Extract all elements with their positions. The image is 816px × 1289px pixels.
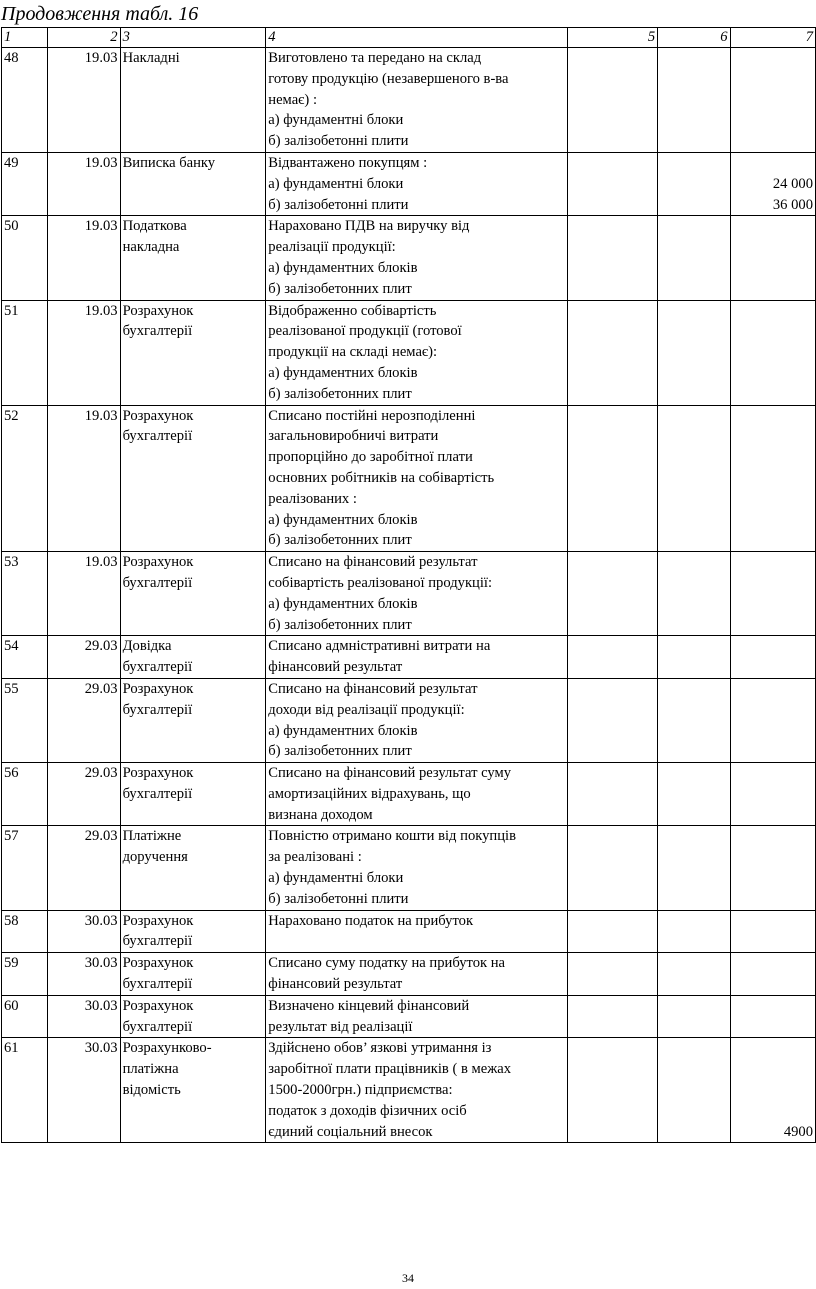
- document-line: бухгалтерії: [122, 1018, 193, 1035]
- credit-account-cell: [658, 152, 730, 215]
- table-row: [2, 48, 816, 153]
- operation-line: б) залізобетонних плит: [268, 532, 412, 549]
- operation-line: Списано на фінансовий результат: [268, 680, 478, 697]
- operation-line: а) фундаментних блоків: [268, 511, 418, 528]
- document-line: Розрахунок: [122, 407, 194, 424]
- entry-date-cell: 19.03: [48, 300, 120, 405]
- operation-line: Відвантажено покупцям :: [268, 154, 428, 171]
- operation-line: Відображенно собівартість: [268, 302, 437, 319]
- credit-account-cell: [658, 48, 730, 153]
- document-line: Розрахунок: [122, 554, 194, 571]
- entry-number-cell: 59: [2, 953, 48, 996]
- document-line: платіжна: [122, 1061, 179, 1078]
- operation-line: б) залізобетонних плит: [268, 385, 412, 402]
- operation-line: реалізованої продукції (готової: [268, 323, 462, 340]
- table-row: [2, 953, 816, 996]
- operation-line: Списано адмністративні витрати на: [268, 638, 491, 655]
- operation-content-cell: [266, 1038, 567, 1143]
- table-row: [2, 152, 816, 215]
- table-row: [2, 763, 816, 826]
- operation-line: фінансовий результат: [268, 976, 403, 993]
- debit-account-cell: [567, 953, 657, 996]
- credit-account-cell: [658, 405, 730, 552]
- debit-account-cell: [567, 1038, 657, 1143]
- amount-line: [733, 1080, 813, 1101]
- operation-line: податок з доходів фізичних осіб: [268, 1102, 467, 1119]
- amount-cell: [730, 405, 815, 552]
- document-cell: [120, 763, 266, 826]
- document-cell: [120, 1038, 266, 1143]
- entry-number-cell: 57: [2, 826, 48, 910]
- table-row: [2, 1038, 816, 1143]
- operation-content-cell: [266, 826, 567, 910]
- debit-account-cell: [567, 48, 657, 153]
- operation-line: результат від реалізації: [268, 1018, 413, 1035]
- credit-account-cell: [658, 300, 730, 405]
- document-line: Розрахунок: [122, 680, 194, 697]
- debit-account-cell: [567, 763, 657, 826]
- document-line: бухгалтерії: [122, 574, 193, 591]
- document-line: Податкова: [122, 218, 187, 235]
- operation-line: основних робітників на собівартість: [268, 469, 495, 486]
- operation-line: б) залізобетонних плит: [268, 280, 412, 297]
- amount-cell: [730, 552, 815, 636]
- debit-account-cell: [567, 826, 657, 910]
- header-col-7: 7: [730, 28, 815, 48]
- document-line: доручення: [122, 849, 188, 866]
- document-cell: [120, 910, 266, 953]
- operation-content-cell: [266, 995, 567, 1038]
- operation-line: собівартість реалізованої продукції:: [268, 574, 493, 591]
- debit-account-cell: [567, 636, 657, 679]
- operation-content-cell: [266, 763, 567, 826]
- document-line: Виписка банку: [122, 154, 216, 171]
- debit-account-cell: [567, 405, 657, 552]
- operation-line: а) фундаментних блоків: [268, 595, 418, 612]
- operation-line: доходи від реалізації продукції:: [268, 701, 465, 718]
- debit-account-cell: [567, 552, 657, 636]
- operation-line: Визначено кінцевий фінансовий: [268, 997, 470, 1014]
- entry-date-cell: 19.03: [48, 48, 120, 153]
- amount-cell: [730, 152, 815, 215]
- document-line: Накладні: [122, 50, 180, 66]
- credit-account-cell: [658, 678, 730, 762]
- document-line: Розрахунок: [122, 765, 194, 782]
- credit-account-cell: [658, 552, 730, 636]
- operation-content-cell: [266, 636, 567, 679]
- credit-account-cell: [658, 995, 730, 1038]
- document-line: Платіжне: [122, 828, 182, 845]
- operation-line: Здійснено обов’ язкові утримання із: [268, 1040, 492, 1057]
- amount-cell: [730, 826, 815, 910]
- document-line: накладна: [122, 239, 180, 256]
- document-line: бухгалтерії: [122, 659, 193, 676]
- debit-account-cell: [567, 216, 657, 300]
- operation-line: за реалізовані :: [268, 849, 362, 866]
- document-cell: [120, 216, 266, 300]
- entry-number-cell: 53: [2, 552, 48, 636]
- operation-content-cell: [266, 405, 567, 552]
- table-row: [2, 552, 816, 636]
- document-line: бухгалтерії: [122, 976, 193, 993]
- operation-line: Списано на фінансовий результат: [268, 554, 478, 571]
- document-cell: [120, 678, 266, 762]
- table-row: [2, 995, 816, 1038]
- operation-line: реалізованих :: [268, 490, 357, 507]
- header-col-1: 1: [2, 28, 48, 48]
- credit-account-cell: [658, 763, 730, 826]
- document-cell: [120, 48, 266, 153]
- amount-cell: [730, 216, 815, 300]
- amount-line: 24 000: [772, 175, 813, 192]
- amount-line: [733, 1059, 813, 1080]
- operation-content-cell: [266, 910, 567, 953]
- table-header: [2, 28, 816, 48]
- operation-line: б) залізобетонні плити: [268, 196, 409, 213]
- amount-line: [733, 153, 813, 174]
- operation-line: б) залізобетонні плити: [268, 890, 409, 907]
- debit-account-cell: [567, 678, 657, 762]
- table-row: [2, 910, 816, 953]
- table-row: [2, 826, 816, 910]
- document-cell: [120, 300, 266, 405]
- credit-account-cell: [658, 216, 730, 300]
- debit-account-cell: [567, 152, 657, 215]
- table-row: [2, 300, 816, 405]
- entry-date-cell: 30.03: [48, 910, 120, 953]
- document-cell: [120, 552, 266, 636]
- operation-line: готову продукцію (незавершеного в-ва: [268, 70, 509, 87]
- operation-content-cell: [266, 216, 567, 300]
- operation-line: а) фундаментні блоки: [268, 870, 404, 887]
- table-row: [2, 405, 816, 552]
- header-col-6: 6: [658, 28, 730, 48]
- debit-account-cell: [567, 300, 657, 405]
- operation-line: єдиний соціальний внесок: [268, 1123, 433, 1140]
- header-col-3: 3: [120, 28, 266, 48]
- operation-content-cell: [266, 678, 567, 762]
- header-col-5: 5: [567, 28, 657, 48]
- entry-number-cell: 56: [2, 763, 48, 826]
- operation-line: Повністю отримано кошти від покупців: [268, 828, 516, 845]
- operation-line: б) залізобетонні плити: [268, 133, 409, 150]
- operation-line: немає) :: [268, 91, 317, 108]
- table-row: [2, 636, 816, 679]
- document-cell: [120, 826, 266, 910]
- entry-number-cell: 60: [2, 995, 48, 1038]
- operation-line: реалізації продукції:: [268, 239, 396, 256]
- table-body: [2, 48, 816, 1143]
- document-cell: [120, 953, 266, 996]
- entry-date-cell: 29.03: [48, 826, 120, 910]
- document-cell: [120, 636, 266, 679]
- document-line: Розрахунок: [122, 912, 194, 929]
- entry-date-cell: 29.03: [48, 763, 120, 826]
- amount-cell: [730, 300, 815, 405]
- document-line: Розрахунок: [122, 302, 194, 319]
- operation-content-cell: [266, 48, 567, 153]
- document-line: Довідка: [122, 638, 172, 655]
- operation-line: Нараховано податок на прибуток: [268, 912, 474, 929]
- debit-account-cell: [567, 910, 657, 953]
- amount-cell: [730, 48, 815, 153]
- journal-table: [1, 27, 816, 1143]
- amount-line: [733, 1101, 813, 1122]
- page-number: 34: [402, 1271, 414, 1285]
- operation-line: амортизаційних відрахувань, що: [268, 785, 471, 802]
- amount-line: 4900: [783, 1123, 813, 1140]
- amount-cell: [730, 763, 815, 826]
- amount-cell: [730, 636, 815, 679]
- document-line: відомість: [122, 1082, 181, 1099]
- operation-content-cell: [266, 152, 567, 215]
- credit-account-cell: [658, 636, 730, 679]
- amount-cell: [730, 910, 815, 953]
- document-line: Розрахунково-: [122, 1040, 212, 1057]
- table-row: [2, 216, 816, 300]
- operation-line: 1500-2000грн.) підприємства:: [268, 1082, 453, 1099]
- entry-date-cell: 19.03: [48, 405, 120, 552]
- entry-date-cell: 19.03: [48, 552, 120, 636]
- operation-line: визнана доходом: [268, 806, 373, 823]
- entry-number-cell: 52: [2, 405, 48, 552]
- entry-date-cell: 30.03: [48, 995, 120, 1038]
- operation-line: Списано суму податку на прибуток на: [268, 955, 506, 972]
- operation-line: а) фундаментних блоків: [268, 259, 418, 276]
- operation-line: а) фундаментні блоки: [268, 112, 404, 129]
- entry-date-cell: 30.03: [48, 953, 120, 996]
- operation-line: пропорційно до заробітної плати: [268, 449, 473, 466]
- credit-account-cell: [658, 826, 730, 910]
- entry-date-cell: 29.03: [48, 636, 120, 679]
- document-line: бухгалтерії: [122, 785, 193, 802]
- header-col-4: 4: [266, 28, 567, 48]
- operation-line: продукції на складі немає):: [268, 344, 438, 361]
- amount-cell: [730, 953, 815, 996]
- document-line: бухгалтерії: [122, 323, 193, 340]
- amount-cell: [730, 1038, 815, 1143]
- credit-account-cell: [658, 1038, 730, 1143]
- entry-number-cell: 61: [2, 1038, 48, 1143]
- operation-line: а) фундаментні блоки: [268, 175, 404, 192]
- document-cell: [120, 405, 266, 552]
- operation-line: Списано на фінансовий результат суму: [268, 765, 512, 782]
- document-line: Розрахунок: [122, 997, 194, 1014]
- operation-line: а) фундаментних блоків: [268, 364, 418, 381]
- entry-number-cell: 58: [2, 910, 48, 953]
- amount-cell: [730, 678, 815, 762]
- table-caption: Продовження табл. 16: [1, 3, 199, 25]
- document-line: бухгалтерії: [122, 933, 193, 950]
- debit-account-cell: [567, 995, 657, 1038]
- document-cell: [120, 152, 266, 215]
- operation-line: заробітної плати працівників ( в межах: [268, 1061, 512, 1078]
- entry-number-cell: 48: [2, 48, 48, 153]
- entry-number-cell: 54: [2, 636, 48, 679]
- entry-number-cell: 49: [2, 152, 48, 215]
- header-col-2: 2: [48, 28, 120, 48]
- amount-cell: [730, 995, 815, 1038]
- entry-number-cell: 55: [2, 678, 48, 762]
- document-line: бухгалтерії: [122, 428, 193, 445]
- entry-date-cell: 30.03: [48, 1038, 120, 1143]
- operation-line: Списано постійні нерозподіленні: [268, 407, 476, 424]
- entry-date-cell: 29.03: [48, 678, 120, 762]
- entry-date-cell: 19.03: [48, 216, 120, 300]
- operation-content-cell: [266, 552, 567, 636]
- operation-content-cell: [266, 953, 567, 996]
- table-row: [2, 678, 816, 762]
- operation-line: Нараховано ПДВ на виручку від: [268, 218, 470, 235]
- credit-account-cell: [658, 910, 730, 953]
- document-cell: [120, 995, 266, 1038]
- document-line: Розрахунок: [122, 955, 194, 972]
- header-row: [2, 28, 816, 48]
- operation-line: б) залізобетонних плит: [268, 616, 412, 633]
- amount-line: [733, 1038, 813, 1059]
- operation-line: а) фундаментних блоків: [268, 722, 418, 739]
- entry-number-cell: 50: [2, 216, 48, 300]
- document-line: бухгалтерії: [122, 701, 193, 718]
- operation-line: загальновиробничі витрати: [268, 428, 439, 445]
- operation-line: б) залізобетонних плит: [268, 743, 412, 760]
- entry-number-cell: 51: [2, 300, 48, 405]
- operation-content-cell: [266, 300, 567, 405]
- operation-line: Виготовлено та передано на склад: [268, 50, 482, 66]
- amount-line: 36 000: [772, 196, 813, 213]
- credit-account-cell: [658, 953, 730, 996]
- entry-date-cell: 19.03: [48, 152, 120, 215]
- operation-line: фінансовий результат: [268, 659, 403, 676]
